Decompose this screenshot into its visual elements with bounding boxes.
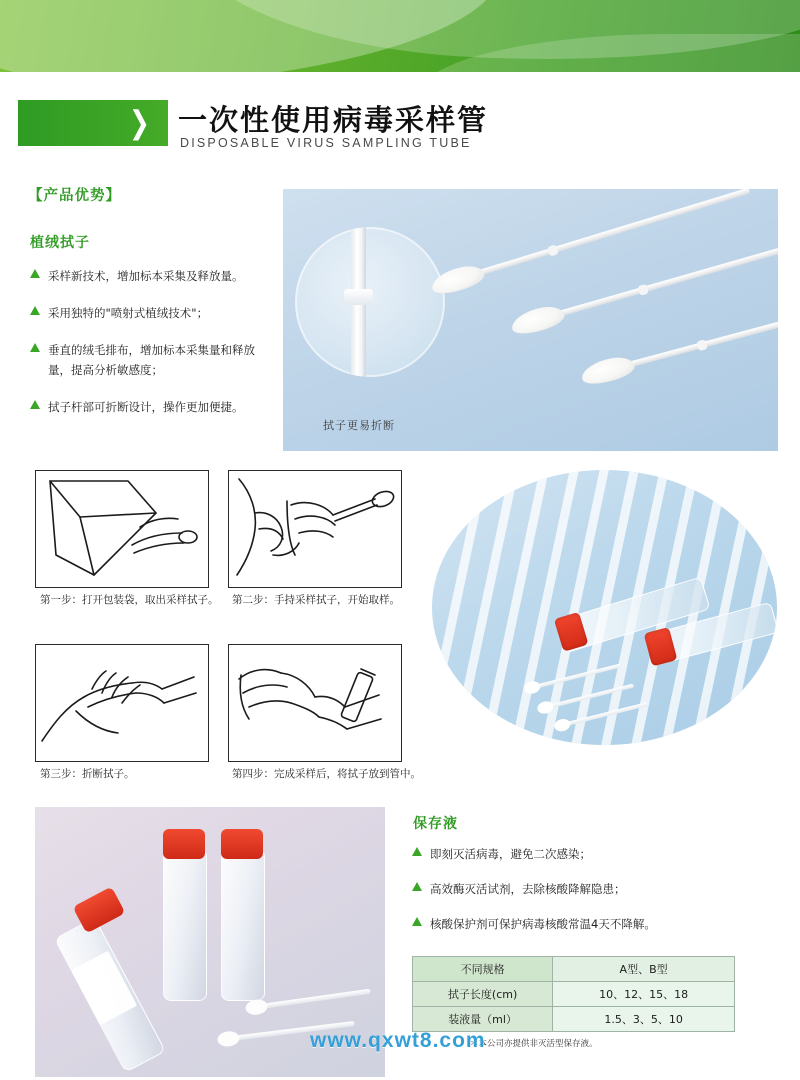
step-illustration-4 — [228, 644, 402, 762]
advantages-list — [30, 266, 270, 434]
list-item — [412, 914, 742, 934]
specification-table — [412, 956, 735, 1032]
step-1-drawing — [36, 471, 208, 587]
list-item-label: 垂直的绒毛排布，增加标本采集量和释放量，提高分析敏感度； — [48, 343, 255, 377]
list-item — [30, 397, 270, 417]
list-item — [30, 266, 270, 286]
step-illustration-1 — [35, 470, 209, 588]
preservation-list — [412, 844, 742, 949]
swab-tip — [553, 717, 571, 733]
swab-item — [251, 989, 371, 1011]
list-item-label: 拭子杆部可折断设计，操作更加便捷。 — [48, 400, 244, 414]
swab-tip — [429, 261, 487, 298]
table-cell-label: 拭子长度(cm) — [413, 982, 553, 1007]
top-green-banner — [0, 0, 800, 72]
sampling-tube — [221, 849, 265, 1001]
spec-table-note: ＊本公司亦提供非灭活型保存液。 — [470, 1039, 598, 1049]
step-4-caption: 第四步：完成采样后，将拭子放到管中。 — [232, 768, 421, 780]
step-2-caption: 第二步：手持采样拭子，开始取样。 — [232, 594, 400, 606]
list-item-label: 核酸保护剂可保护病毒核酸常温4天不降解。 — [430, 917, 656, 931]
swab-item — [528, 664, 621, 691]
list-item — [30, 303, 270, 323]
title-chinese: 一次性使用病毒采样管 — [178, 103, 489, 137]
triangle-bullet-icon — [412, 882, 422, 891]
triangle-bullet-icon — [30, 400, 40, 409]
tube-cap-red — [163, 829, 205, 859]
step-1-caption: 第一步：打开包装袋，取出采样拭子。 — [40, 594, 219, 606]
swab-item — [583, 296, 778, 374]
swab-tip — [217, 1030, 241, 1048]
triangle-bullet-icon — [412, 917, 422, 926]
list-item-label: 采用独特的"喷射式植绒技术"； — [48, 306, 209, 320]
list-item-label: 高效酶灭活试剂，去除核酸降解隐患； — [430, 882, 626, 896]
table-cell-value: 1.5、3、5、10 — [553, 1007, 735, 1032]
tube-cap-red — [554, 612, 589, 652]
advantages-heading: 【产品优势】 — [28, 188, 121, 204]
triangle-bullet-icon — [412, 847, 422, 856]
list-item-label: 采样新技术，增加标本采集及释放量。 — [48, 269, 244, 283]
list-item — [412, 844, 742, 864]
tube-product-photo — [432, 470, 777, 745]
list-item-label: 即刻灭活病毒，避免二次感染； — [430, 847, 591, 861]
triangle-bullet-icon — [30, 306, 40, 315]
swab-product-photo — [283, 189, 778, 451]
swab-photo-caption: 拭子更易折断 — [323, 419, 395, 432]
preservation-heading: 保存液 — [413, 816, 458, 832]
title-english: DISPOSABLE VIRUS SAMPLING TUBE — [180, 136, 472, 150]
sampling-tube — [163, 849, 207, 1001]
step-3-drawing — [36, 645, 208, 761]
swab-tip — [579, 353, 637, 388]
step-illustration-2 — [228, 470, 402, 588]
swab-breakpoint-zoom-circle — [295, 227, 445, 377]
table-cell-value: A型、B型 — [553, 957, 735, 982]
table-row — [413, 957, 735, 982]
step-2-drawing — [229, 471, 401, 587]
watermark: www.qxwt8.com — [310, 1029, 486, 1052]
step-illustration-3 — [35, 644, 209, 762]
table-row — [413, 1007, 735, 1032]
page-body — [0, 72, 800, 1080]
table-cell-value: 10、12、15、18 — [553, 982, 735, 1007]
table-row — [413, 982, 735, 1007]
swab-tip — [509, 302, 567, 338]
zoom-swab-breakpoint — [344, 289, 373, 305]
table-cell-label: 装液量（ml） — [413, 1007, 553, 1032]
title-green-tab — [18, 100, 168, 146]
chevron-right-icon: ❯ — [129, 104, 150, 140]
tube-cap-red — [221, 829, 263, 859]
list-item — [30, 340, 270, 380]
step-4-drawing — [229, 645, 401, 761]
flocked-swab-heading: 植绒拭子 — [30, 235, 90, 251]
triangle-bullet-icon — [30, 269, 40, 278]
table-cell-label: 不同规格 — [413, 957, 553, 982]
step-3-caption: 第三步：折断拭子。 — [40, 768, 135, 780]
page-title — [18, 100, 778, 166]
list-item — [412, 879, 742, 899]
triangle-bullet-icon — [30, 343, 40, 352]
